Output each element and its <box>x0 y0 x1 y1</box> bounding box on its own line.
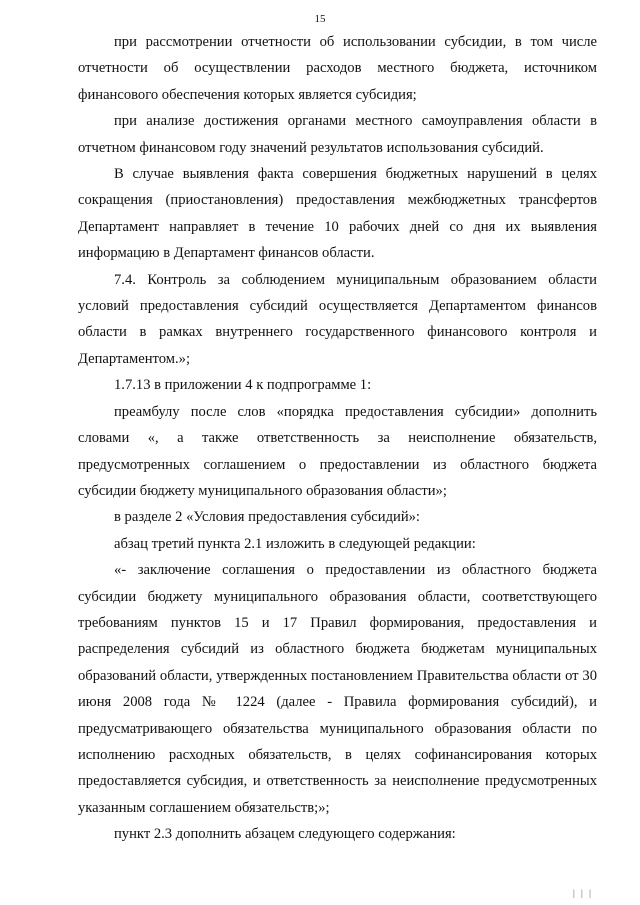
paragraph-section-7-4: 7.4. Контроль за соблюдением муниципальным образованием области условий предоставления субсидий осуществляется Департаментом финансов области в рамках внутреннего государственного финансового контроля и Департаментом.»; <box>78 271 597 367</box>
paragraph-item-2-3: пункт 2.3 дополнить абзацем следующего содержания: <box>114 826 456 843</box>
paragraph-item-2-1-intro: абзац третий пункта 2.1 изложить в следующей редакции: <box>114 535 476 552</box>
paragraph-item-1-7-13: 1.7.13 в приложении 4 к подпрограмме 1: <box>114 377 372 394</box>
paragraph-results-analysis: при анализе достижения органами местного самоуправления области в отчетном финансовом году значений результатов использования субсидий. <box>78 113 597 156</box>
paragraph-preamble-amendment: преамбулу после слов «порядка предоставления субсидии» дополнить словами «, а также ответственность за неисполнение обязательств, предусмотренных соглашением о предоставлении из областного бюджета субсидии бюджету муниципального образования области»; <box>78 403 597 499</box>
paragraph-reporting-review: при рассмотрении отчетности об использовании субсидии, в том числе отчетности об осуществлении расходов местного бюджета, источником финансового обеспечения которых является субсидия; <box>78 34 597 103</box>
page-number: 15 <box>314 13 326 25</box>
paragraph-agreement-condition: «- заключение соглашения о предоставлении из областного бюджета субсидии бюджету муниципального образования области, соответствующего требованиям пунктов 15 и 17 Правил формирования, предоставления и распределения субсидий из областного бюджета бюджетам муниципальных образований области, утвержденных постановлением Правительства области от 30 июня 2008 года № 1224 (далее - Правила формирования субсидий), и предусматривающего обязательства муниципального образования области по исполнению расходных обязательств, в целях софинансирования которых предоставляется субсидия, и ответственность за неисполнение предусмотренных указанным соглашением обязательств;»; <box>78 562 597 816</box>
document-body <box>78 29 597 848</box>
paragraph-section-2-heading: в разделе 2 «Условия предоставления субсидий»: <box>114 509 420 526</box>
corner-mark: | | | <box>573 888 593 898</box>
paragraph-budget-violations: В случае выявления факта совершения бюджетных нарушений в целях сокращения (приостановления) предоставления межбюджетных трансфертов Департамент направляет в течение 10 рабочих дней со дня их выявления информацию в Департамент финансов области. <box>78 166 597 262</box>
